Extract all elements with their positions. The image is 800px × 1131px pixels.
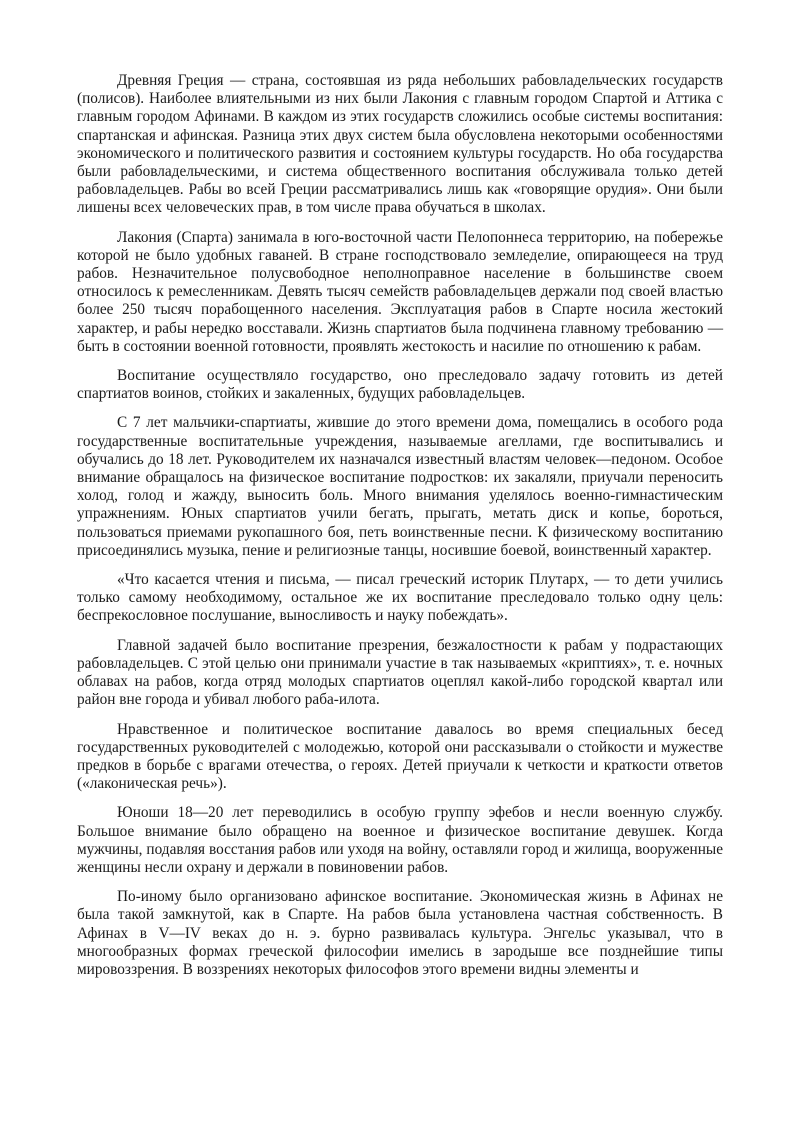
paragraph-agella: С 7 лет мальчики-спартиаты, жившие до этого времени дома, помещались в особого рода государственные воспитательные учреждения, называемые агеллами, где воспитывались и обучались до 18 лет. Руководителем их назначался известный властям человек—педоном. Особое внимание обращалось на физическое воспитание подростков: их закаляли, приучали переносить холод, голод и жажду, выносить боль. Много внимания уделялось военно-гимнастическим упражнениям. Юных спартиатов учили бегать, прыгать, метать диск и копье, бороться, пользоваться приемами рукопашного боя, петь воинственные песни. К физическому воспитанию присоединялись музыка, пение и религиозные танцы, носившие боевой, воинственный характер. [77,414,723,559]
paragraph-ancient-greece: Древняя Греция — страна, состоявшая из ряда небольших рабовладельческих государств (полисов). Наиболее влиятельными из них были Лакония с главным городом Спартой и Аттика с главным городом Афинами. В каждом из этих государств сложились особые системы воспитания: спартанская и афинская. Разница этих двух систем была обусловлена некоторыми особенностями экономического и политического развития и состоянием культуры государств. Но оба государства были рабовладельческими, и система общественного воспитания обслуживала только детей рабовладельцев. Рабы во всей Греции рассматривались лишь как «говорящие орудия». Они были лишены всех человеческих прав, в том числе права обучаться в школах. [77,72,723,217]
paragraph-moral-education: Нравственное и политическое воспитание давалось во время специальных бесед государственных руководителей с молодежью, которой они рассказывали о стойкости и мужестве предков в борьбе с врагами отечества, о героях. Детей приучали к четкости и краткости ответов («лаконическая речь»). [77,720,723,793]
paragraph-ephebes: Юноши 18—20 лет переводились в особую группу эфебов и несли военную службу. Большое внимание было обращено на военное и физическое воспитание девушек. Когда мужчины, подавляя восстания рабов или уходя на войну, оставляли город и жилища, вооруженные женщины несли охрану и держали в повиновении рабов. [77,804,723,876]
paragraph-athenian-education: По-иному было организовано афинское воспитание. Экономическая жизнь в Афинах не была такой замкнутой, как в Спарте. На рабов была установлена частная собственность. В Афинах в V—IV веках до н. э. бурно развивалась культура. Энгельс указывал, что в многообразных формах греческой философии имелись в зародыше все позднейшие типы мировоззрения. В воззрениях некоторых философов этого времени видны элементы и [77,888,723,978]
paragraph-laconia: Лакония (Спарта) занимала в юго-восточной части Пелопоннеса территорию, на побережье которой не было удобных гаваней. В стране господствовало земледелие, опирающееся на труд рабов. Незначительное полусвободное неполноправное население в большинстве своем относилось к ремесленникам. Девять тысяч семейств рабовладельцев держали под своей властью более 250 тысяч порабощенного населения. Эксплуатация рабов в Спарте носила жестокий характер, и рабы нередко восставали. Жизнь спартиатов была подчинена главному требованию — быть в состоянии военной готовности, проявлять жестокость и насилие по отношению к рабам. [77,228,723,355]
paragraph-krypteia: Главной задачей было воспитание презрения, безжалостности к рабам у подрастающих рабовладельцев. С этой целью они принимали участие в так называемых «криптиях», т. е. ночных облавах на рабов, когда отряд молодых спартиатов оцеплял какой-либо городской квартал или район вне города и убивал любого раба-илота. [77,636,723,709]
document-page [77,72,723,990]
paragraph-plutarch-quote: «Что касается чтения и письма, — писал греческий историк Плутарх, — то дети учились только самому необходимому, остальное же их воспитание преследовало только одну цель: беспрекословное послушание, выносливость и науку побеждать». [77,571,723,625]
paragraph-state-education: Воспитание осуществляло государство, оно преследовало задачу готовить из детей спартиатов воинов, стойких и закаленных, будущих рабовладельцев. [77,367,723,403]
